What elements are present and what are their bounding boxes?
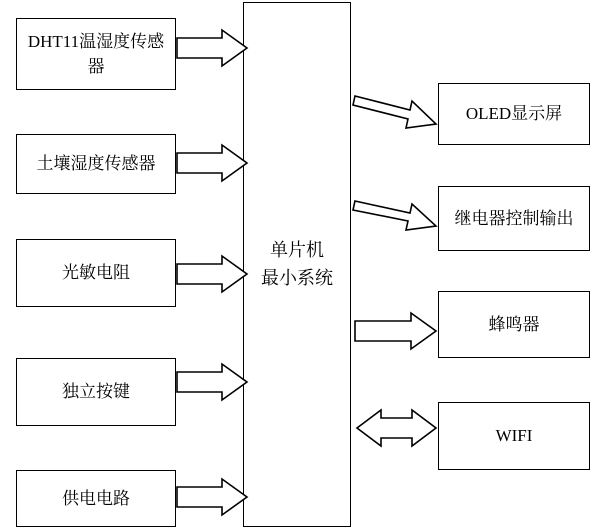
block-power-supply-circuit-label: 供电电路 [62, 488, 130, 508]
block-photoresistor-label: 光敏电阻 [62, 263, 130, 283]
block-oled-display [438, 83, 590, 145]
block-mcu-minimum-system [243, 2, 351, 527]
block-independent-button-label: 独立按键 [62, 382, 130, 402]
arrow-mcu-to-oled [353, 96, 436, 128]
arrow-mcu-to-buzzer [355, 313, 436, 349]
arrow-mcu-to-relay [353, 201, 436, 230]
block-buzzer [438, 291, 590, 358]
block-photoresistor [16, 239, 176, 307]
block-buzzer-label: 蜂鸣器 [488, 314, 540, 334]
block-independent-button [16, 358, 176, 426]
block-wifi [438, 402, 590, 470]
arrow-button-to-mcu [177, 364, 247, 400]
block-relay-control-output [438, 186, 590, 251]
block-relay-control-output-label: 继电器控制输出 [454, 208, 574, 228]
arrow-soil-to-mcu [177, 145, 247, 181]
block-soil-moisture-sensor [16, 134, 176, 194]
block-wifi-label: WIFI [495, 426, 533, 446]
arrow-dht11-to-mcu [177, 30, 247, 66]
block-power-supply-circuit [16, 470, 176, 527]
block-dht11-sensor [16, 18, 176, 90]
arrow-power-to-mcu [177, 479, 247, 515]
block-oled-display-label: OLED显示屏 [465, 104, 563, 124]
arrow-photoresistor-to-mcu [177, 256, 247, 292]
block-dht11-sensor-label: DHT11温湿度传感器 [27, 31, 165, 76]
block-soil-moisture-sensor-label: 土壤湿度传感器 [36, 154, 156, 174]
arrow-mcu-to-wifi-bidirectional [357, 410, 436, 446]
block-mcu-line1: 单片机 [270, 239, 324, 260]
block-mcu-line2: 最小系统 [261, 267, 333, 288]
